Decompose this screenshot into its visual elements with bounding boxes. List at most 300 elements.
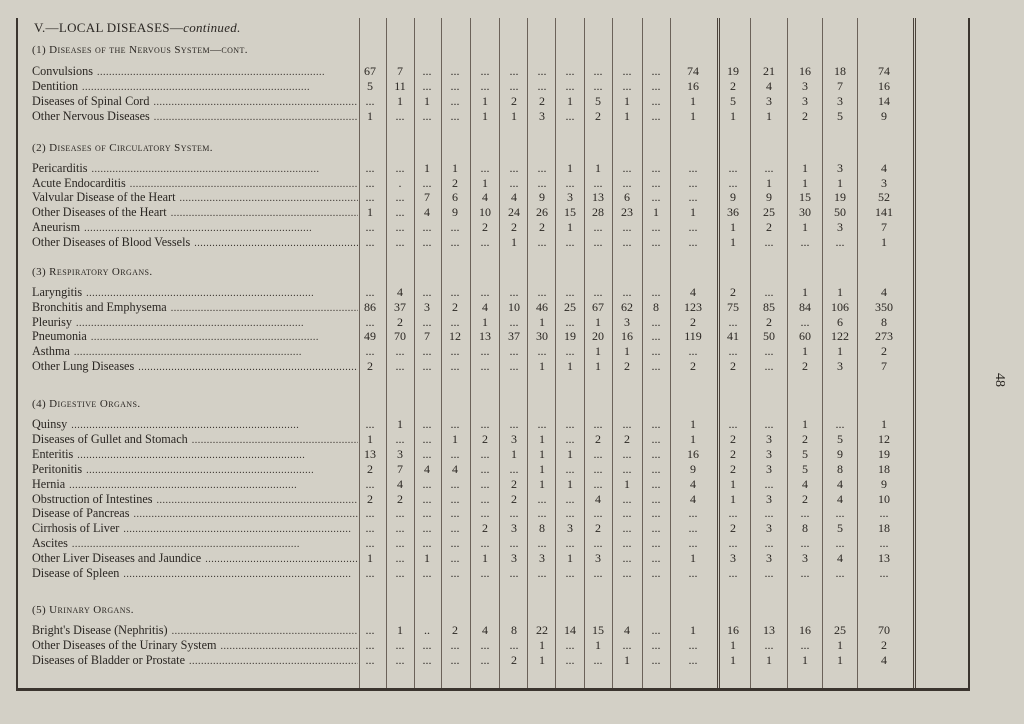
table-cell: 1 xyxy=(424,94,430,108)
table-cell: ... xyxy=(728,417,738,431)
table-cell: ... xyxy=(651,79,661,93)
table-cell: 2 xyxy=(511,219,517,234)
table-cell: 1 xyxy=(802,161,808,175)
row-label: Other Diseases of the Heart . . . xyxy=(32,205,358,219)
table-cell: 74 xyxy=(687,64,699,78)
table-cell: 2 xyxy=(730,79,736,93)
row-label: Diseases of Gullet and Stomach . . . xyxy=(32,432,358,446)
table-cell: 3 xyxy=(837,94,843,108)
table-cell: ... xyxy=(651,109,661,123)
table-cell: 1 xyxy=(482,94,488,108)
table-cell: ... xyxy=(593,285,603,299)
table-cell: 3 xyxy=(766,461,772,476)
table-cell: 2 xyxy=(595,431,601,446)
table-cell: ... xyxy=(565,64,575,78)
table-cell: ... xyxy=(422,491,432,506)
table-cell: ... xyxy=(365,536,375,551)
row-label: Hernia . . . xyxy=(32,477,358,491)
table-cell: ... xyxy=(480,446,490,461)
table-cell: ... xyxy=(537,344,547,359)
table-cell: 6 xyxy=(452,190,458,205)
row-label: Asthma . . . xyxy=(32,344,358,358)
table-cell: 12 xyxy=(878,431,890,446)
table-cell: ... xyxy=(565,431,575,446)
table-cell: 2 xyxy=(511,491,517,506)
table-cell: ... xyxy=(593,536,603,551)
table-cell: 1 xyxy=(567,161,573,175)
table-cell: 16 xyxy=(687,446,699,461)
table-cell: 1 xyxy=(424,551,430,566)
table-cell: 1 xyxy=(367,431,373,446)
table-cell: 4 xyxy=(881,653,887,667)
table-cell: 7 xyxy=(837,79,843,93)
table-cell: 4 xyxy=(452,461,458,476)
table-cell: 12 xyxy=(449,329,461,344)
row-label: Pericarditis . . . xyxy=(32,161,358,175)
table-row xyxy=(0,161,1000,175)
table-cell: 1 xyxy=(397,94,403,108)
table-row xyxy=(0,536,1000,550)
table-cell: ... xyxy=(651,638,661,652)
table-cell: ... xyxy=(537,491,547,506)
table-cell: ... xyxy=(622,417,632,431)
table-cell: 1 xyxy=(624,109,630,123)
table-cell: ... xyxy=(450,285,460,299)
table-cell: ... xyxy=(688,521,698,536)
table-cell: 37 xyxy=(508,329,520,344)
table-cell: 5 xyxy=(837,521,843,536)
table-cell: 1 xyxy=(802,285,808,299)
table-cell: 2 xyxy=(766,314,772,329)
table-cell: 2 xyxy=(397,491,403,506)
table-cell: ... xyxy=(688,536,698,551)
table-cell: ... xyxy=(395,344,405,359)
table-cell: 7 xyxy=(881,359,887,373)
table-cell: 49 xyxy=(364,329,376,344)
table-cell: ... xyxy=(593,219,603,234)
table-cell: 2 xyxy=(730,446,736,461)
table-cell: 1 xyxy=(837,285,843,299)
table-cell: ... xyxy=(728,175,738,190)
table-cell: 1 xyxy=(766,109,772,123)
table-cell: 4 xyxy=(881,285,887,299)
table-cell: 1 xyxy=(567,476,573,491)
table-cell: ... xyxy=(422,521,432,536)
table-cell: ... xyxy=(450,79,460,93)
table-cell: 1 xyxy=(539,431,545,446)
table-cell: 2 xyxy=(511,653,517,667)
table-cell: ... xyxy=(537,161,547,175)
table-cell: 2 xyxy=(452,175,458,190)
table-cell: 2 xyxy=(539,94,545,108)
table-cell: 9 xyxy=(730,190,736,205)
table-cell: ... xyxy=(651,521,661,536)
table-cell: ... xyxy=(651,234,661,249)
table-cell: ... xyxy=(593,566,603,580)
table-cell: ... xyxy=(565,344,575,359)
table-cell: 3 xyxy=(837,359,843,373)
table-cell: ... xyxy=(835,566,845,580)
table-cell: 141 xyxy=(875,205,893,220)
table-cell: 8 xyxy=(881,314,887,329)
table-cell: ... xyxy=(395,234,405,249)
heading-continued: continued. xyxy=(183,20,241,35)
table-cell: ... xyxy=(879,536,889,551)
table-cell: 1 xyxy=(539,653,545,667)
table-cell: 8 xyxy=(539,521,545,536)
table-cell: ... xyxy=(395,521,405,536)
table-cell: ... xyxy=(395,219,405,234)
table-cell: 9 xyxy=(539,190,545,205)
table-cell: ... xyxy=(764,344,774,359)
table-cell: 1 xyxy=(730,219,736,234)
table-cell: 26 xyxy=(536,205,548,220)
table-row xyxy=(0,190,1000,204)
table-cell: 86 xyxy=(364,299,376,314)
table-cell: 1 xyxy=(567,94,573,108)
table-cell: 13 xyxy=(592,190,604,205)
table-cell: 9 xyxy=(690,461,696,476)
table-cell: 1 xyxy=(367,109,373,123)
table-cell: ... xyxy=(509,161,519,175)
table-cell: ... xyxy=(450,446,460,461)
table-cell: ... xyxy=(395,653,405,667)
table-cell: ... xyxy=(480,476,490,491)
table-cell: ... xyxy=(509,506,519,521)
table-cell: ... xyxy=(537,234,547,249)
table-row xyxy=(0,220,1000,234)
table-cell: 37 xyxy=(394,299,406,314)
table-cell: 2 xyxy=(624,359,630,373)
table-cell: ... xyxy=(764,476,774,491)
table-cell: 1 xyxy=(482,109,488,123)
table-cell: ... xyxy=(651,461,661,476)
table-cell: ... xyxy=(800,566,810,580)
table-cell: ... xyxy=(422,234,432,249)
table-row xyxy=(0,551,1000,565)
table-cell: 1 xyxy=(624,476,630,491)
row-label: Peritonitis . . . xyxy=(32,462,358,476)
table-cell: ... xyxy=(365,653,375,667)
row-label: Quinsy . . . xyxy=(32,417,358,431)
table-cell: ... xyxy=(450,344,460,359)
row-label: Disease of Pancreas . . . xyxy=(32,506,358,520)
table-cell: ... xyxy=(728,566,738,580)
table-cell: 2 xyxy=(595,109,601,123)
table-cell: ... xyxy=(651,446,661,461)
table-cell: ... xyxy=(365,623,375,637)
table-cell: ... xyxy=(395,431,405,446)
table-cell: 3 xyxy=(766,94,772,108)
row-label: Ascites . . . xyxy=(32,536,358,550)
table-cell: 1 xyxy=(567,219,573,234)
table-cell: 1 xyxy=(539,359,545,373)
table-cell: 7 xyxy=(424,329,430,344)
row-label: Valvular Disease of the Heart . . . xyxy=(32,190,358,204)
table-cell: 4 xyxy=(837,551,843,566)
table-cell: 9 xyxy=(881,109,887,123)
table-cell: 3 xyxy=(881,175,887,190)
table-cell: ... xyxy=(422,536,432,551)
table-cell: ... xyxy=(365,506,375,521)
table-cell: 2 xyxy=(367,359,373,373)
table-cell: 50 xyxy=(763,329,775,344)
table-cell: ... xyxy=(651,219,661,234)
table-cell: 8 xyxy=(837,461,843,476)
table-cell: 2 xyxy=(730,521,736,536)
table-cell: ... xyxy=(537,64,547,78)
table-cell: ... xyxy=(688,161,698,175)
table-cell: 1 xyxy=(511,109,517,123)
table-cell: ... xyxy=(565,536,575,551)
table-cell: ... xyxy=(651,359,661,373)
table-cell: . xyxy=(398,175,402,190)
table-row xyxy=(0,447,1000,461)
table-cell: 10 xyxy=(479,205,491,220)
table-cell: 1 xyxy=(837,344,843,359)
table-cell: 3 xyxy=(730,551,736,566)
table-cell: 2 xyxy=(367,491,373,506)
table-cell: ... xyxy=(593,234,603,249)
table-cell: ... xyxy=(651,190,661,205)
table-cell: 1 xyxy=(802,175,808,190)
table-cell: ... xyxy=(688,653,698,667)
table-cell: 9 xyxy=(837,446,843,461)
section-title: (5) Urinary Organs. xyxy=(32,604,134,616)
table-cell: ... xyxy=(509,536,519,551)
table-cell: 3 xyxy=(511,551,517,566)
table-cell: ... xyxy=(450,536,460,551)
table-cell: 2 xyxy=(452,299,458,314)
table-cell: ... xyxy=(800,314,810,329)
table-cell: ... xyxy=(622,234,632,249)
table-cell: 19 xyxy=(564,329,576,344)
table-cell: ... xyxy=(509,566,519,580)
table-cell: ... xyxy=(593,506,603,521)
table-cell: 4 xyxy=(397,285,403,299)
section-title: (1) Diseases of the Nervous System—cont. xyxy=(32,44,248,56)
table-cell: ... xyxy=(764,506,774,521)
table-cell: ... xyxy=(764,566,774,580)
table-cell: ... xyxy=(450,521,460,536)
table-cell: 1 xyxy=(567,446,573,461)
table-cell: ... xyxy=(395,551,405,566)
table-cell: ... xyxy=(622,521,632,536)
table-row xyxy=(0,329,1000,343)
table-cell: ... xyxy=(450,566,460,580)
table-cell: ... xyxy=(688,175,698,190)
table-cell: 4 xyxy=(424,461,430,476)
table-cell: ... xyxy=(651,175,661,190)
table-cell: ... xyxy=(728,161,738,175)
table-cell: ... xyxy=(450,314,460,329)
table-cell: 2 xyxy=(766,219,772,234)
table-row xyxy=(0,638,1000,652)
table-row xyxy=(0,417,1000,431)
table-cell: 4 xyxy=(690,476,696,491)
table-cell: 36 xyxy=(727,205,739,220)
table-cell: 2 xyxy=(802,359,808,373)
table-cell: 1 xyxy=(690,205,696,220)
table-cell: ... xyxy=(593,653,603,667)
table-cell: 74 xyxy=(878,64,890,78)
table-cell: ... xyxy=(622,285,632,299)
table-cell: ... xyxy=(688,344,698,359)
table-row xyxy=(0,506,1000,520)
row-label: Laryngitis . . . xyxy=(32,285,358,299)
table-cell: 1 xyxy=(624,94,630,108)
table-cell: 28 xyxy=(592,205,604,220)
table-row xyxy=(0,653,1000,667)
table-cell: 21 xyxy=(763,64,775,78)
table-cell: ... xyxy=(835,234,845,249)
table-cell: 8 xyxy=(511,623,517,637)
table-cell: ... xyxy=(688,219,698,234)
table-row xyxy=(0,359,1000,373)
table-cell: ... xyxy=(480,461,490,476)
table-cell: 15 xyxy=(592,623,604,637)
table-cell: ... xyxy=(764,161,774,175)
table-cell: 1 xyxy=(730,476,736,491)
table-cell: 11 xyxy=(394,79,406,93)
table-cell: ... xyxy=(622,506,632,521)
table-cell: 20 xyxy=(592,329,604,344)
table-cell: 2 xyxy=(690,359,696,373)
row-label: Pleurisy . . . xyxy=(32,315,358,329)
table-cell: ... xyxy=(422,285,432,299)
table-cell: 3 xyxy=(766,446,772,461)
table-cell: ... xyxy=(450,506,460,521)
table-cell: 3 xyxy=(567,190,573,205)
table-cell: ... xyxy=(365,638,375,652)
table-cell: 1 xyxy=(482,314,488,329)
table-cell: ... xyxy=(622,79,632,93)
table-cell: 70 xyxy=(878,623,890,637)
table-cell: 1 xyxy=(595,161,601,175)
table-cell: 5 xyxy=(367,79,373,93)
table-cell: ... xyxy=(622,175,632,190)
table-cell: 3 xyxy=(766,431,772,446)
table-cell: ... xyxy=(764,417,774,431)
table-cell: 2 xyxy=(690,314,696,329)
table-cell: 13 xyxy=(878,551,890,566)
table-cell: 1 xyxy=(690,431,696,446)
table-cell: 62 xyxy=(621,299,633,314)
table-cell: 16 xyxy=(621,329,633,344)
table-cell: ... xyxy=(622,161,632,175)
table-cell: ... xyxy=(450,64,460,78)
table-cell: ... xyxy=(480,234,490,249)
table-cell: 5 xyxy=(802,461,808,476)
table-cell: ... xyxy=(565,109,575,123)
table-cell: 6 xyxy=(837,314,843,329)
table-cell: 8 xyxy=(653,299,659,314)
row-label: Acute Endocarditis . . . xyxy=(32,176,358,190)
table-cell: ... xyxy=(651,653,661,667)
table-cell: ... xyxy=(365,190,375,205)
table-row xyxy=(0,300,1000,314)
table-cell: 3 xyxy=(802,94,808,108)
table-cell: 3 xyxy=(424,299,430,314)
table-cell: 4 xyxy=(802,476,808,491)
table-cell: 5 xyxy=(730,94,736,108)
table-cell: ... xyxy=(509,64,519,78)
table-cell: 350 xyxy=(875,299,893,314)
row-label: Other Diseases of Blood Vessels . . . xyxy=(32,235,358,249)
row-label: Convulsions . . . xyxy=(32,64,358,78)
row-label: Cirrhosis of Liver . . . xyxy=(32,521,358,535)
table-cell: 4 xyxy=(837,491,843,506)
table-cell: 70 xyxy=(394,329,406,344)
table-cell: ... xyxy=(651,623,661,637)
table-cell: ... xyxy=(395,161,405,175)
page-number: 48 xyxy=(992,373,1007,387)
table-cell: 3 xyxy=(511,431,517,446)
table-cell: ... xyxy=(509,638,519,652)
table-cell: 2 xyxy=(595,521,601,536)
table-cell: 14 xyxy=(564,623,576,637)
table-cell: 2 xyxy=(730,359,736,373)
table-cell: 5 xyxy=(837,431,843,446)
table-row xyxy=(0,79,1000,93)
table-cell: ... xyxy=(800,234,810,249)
table-cell: ... xyxy=(480,653,490,667)
table-cell: 4 xyxy=(690,285,696,299)
table-cell: ... xyxy=(835,506,845,521)
table-cell: 2 xyxy=(511,476,517,491)
table-cell: 10 xyxy=(878,491,890,506)
table-row xyxy=(0,205,1000,219)
table-cell: 1 xyxy=(511,446,517,461)
table-cell: 13 xyxy=(479,329,491,344)
table-cell: ... xyxy=(395,190,405,205)
table-cell: ... xyxy=(422,476,432,491)
table-cell: 1 xyxy=(595,314,601,329)
table-cell: 1 xyxy=(802,219,808,234)
table-cell: ... xyxy=(622,551,632,566)
table-row xyxy=(0,315,1000,329)
table-cell: ... xyxy=(480,638,490,652)
table-cell: 4 xyxy=(482,299,488,314)
table-cell: 1 xyxy=(881,417,887,431)
table-cell: 1 xyxy=(690,109,696,123)
table-cell: ... xyxy=(622,491,632,506)
table-row xyxy=(0,109,1000,123)
table-cell: ... xyxy=(688,190,698,205)
table-cell: ... xyxy=(450,476,460,491)
table-cell: 2 xyxy=(539,219,545,234)
table-cell: 41 xyxy=(727,329,739,344)
row-label: Other Nervous Diseases . . . xyxy=(32,109,358,123)
table-cell: 7 xyxy=(397,64,403,78)
row-label: Diseases of Spinal Cord . . . xyxy=(32,94,358,108)
table-cell: ... xyxy=(365,219,375,234)
table-cell: 18 xyxy=(834,64,846,78)
table-cell: ... xyxy=(365,94,375,108)
table-cell: 18 xyxy=(878,461,890,476)
row-label: Obstruction of Intestines . . . xyxy=(32,492,358,506)
table-cell: ... xyxy=(688,566,698,580)
table-cell: ... xyxy=(651,476,661,491)
table-cell: 7 xyxy=(397,461,403,476)
table-cell: ... xyxy=(835,536,845,551)
table-cell: 1 xyxy=(690,94,696,108)
table-cell: 1 xyxy=(511,234,517,249)
table-cell: ... xyxy=(395,566,405,580)
table-cell: ... xyxy=(509,344,519,359)
table-cell: ... xyxy=(537,175,547,190)
table-row xyxy=(0,176,1000,190)
